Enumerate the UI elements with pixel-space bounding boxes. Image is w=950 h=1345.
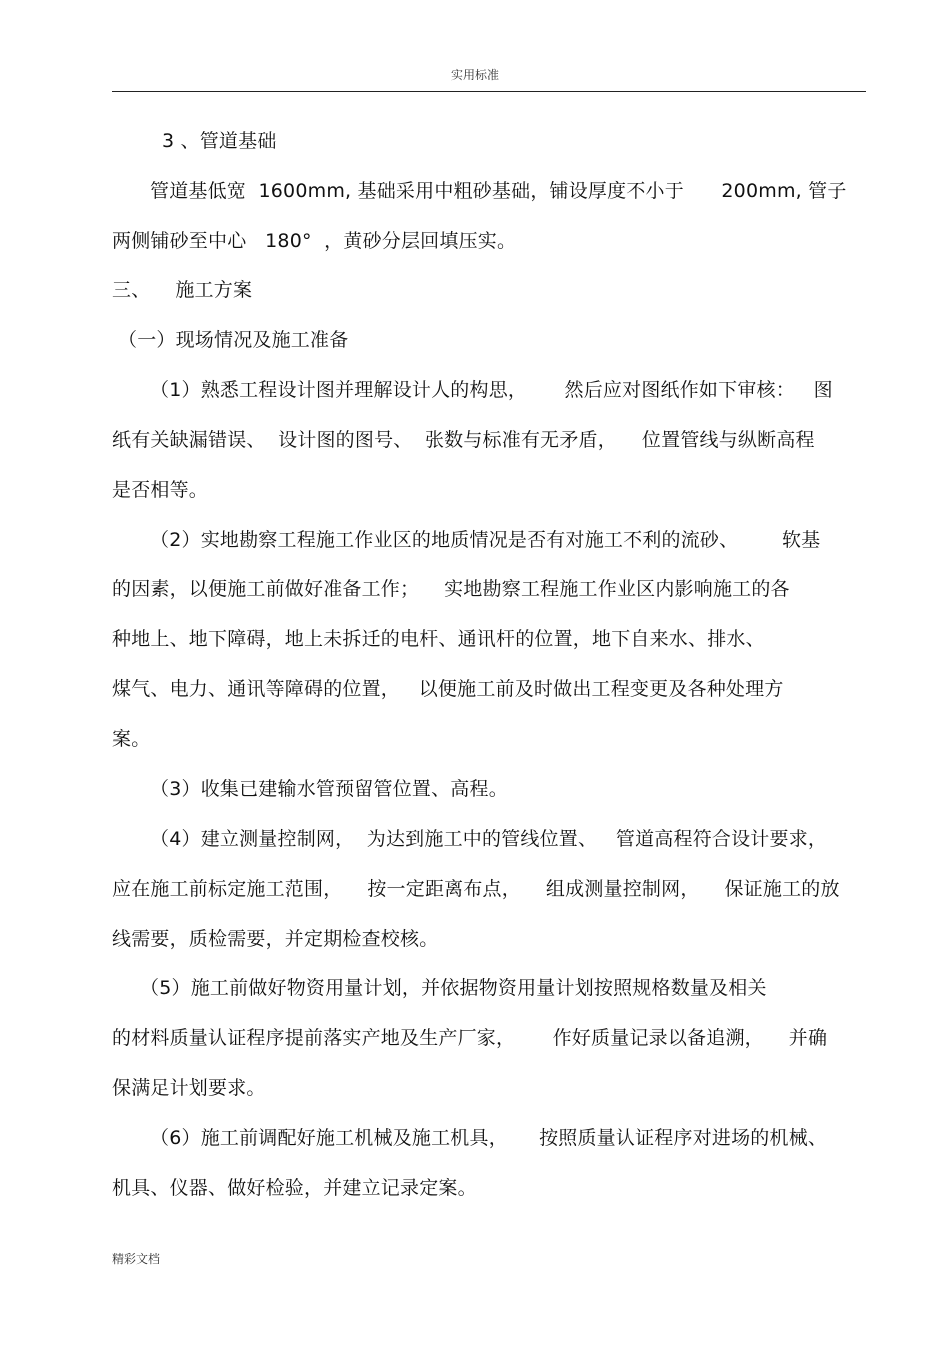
paragraph-line: 是否相等。 xyxy=(112,479,209,501)
page-footer: 精彩文档 xyxy=(112,1252,161,1266)
paragraph-line: （3）收集已建输水管预留管位置、高程。 xyxy=(150,778,508,800)
paragraph-line: （5）施工前做好物资用量计划，并依据物资用量计划按照规格数量及相关 xyxy=(140,977,767,999)
paragraph-line: 的因素，以便施工前做好准备工作； 实地勘察工程施工作业区内影响施工的各 xyxy=(112,578,790,600)
paragraph-line: 保满足计划要求。 xyxy=(112,1077,266,1099)
page-header: 实用标准 xyxy=(450,68,499,82)
paragraph-line: （4）建立测量控制网， 为达到施工中的管线位置、 管道高程符合设计要求， xyxy=(150,828,828,850)
paragraph-line: 种地上、地下障碍，地上未拆迁的电杆、通讯杆的位置，地下自来水、排水、 xyxy=(112,628,765,650)
section-heading-pipe-foundation: 3 、管道基础 xyxy=(162,130,277,152)
paragraph-line: 的材料质量认证程序提前落实产地及生产厂家， 作好质量记录以备追溯， 并确 xyxy=(112,1027,828,1049)
paragraph-line: 两侧铺砂至中心 180° ，黄砂分层回填压实。 xyxy=(112,230,517,252)
header-divider xyxy=(112,91,866,92)
paragraph-line: 案。 xyxy=(112,728,151,750)
paragraph-line: 应在施工前标定施工范围， 按一定距离布点， 组成测量控制网， 保证施工的放 xyxy=(112,878,840,900)
paragraph-line: 机具、仪器、做好检验，并建立记录定案。 xyxy=(112,1177,477,1199)
section-heading-construction-plan: 三、 施工方案 xyxy=(112,279,253,301)
paragraph-line: 煤气、电力、通讯等障碍的位置， 以便施工前及时做出工程变更及各种处理方 xyxy=(112,678,784,700)
paragraph-line: （2）实地勘察工程施工作业区的地质情况是否有对施工不利的流砂、 软基 xyxy=(150,529,821,551)
paragraph-line: 管道基低宽 1600mm, 基础采用中粗砂基础，铺设厚度不小于 200mm, 管子 xyxy=(150,180,847,202)
subsection-heading: （一）现场情况及施工准备 xyxy=(118,329,349,351)
paragraph-line: （1）熟悉工程设计图并理解设计人的构思， 然后应对图纸作如下审核： 图 xyxy=(150,379,833,401)
paragraph-line: 纸有关缺漏错误、 设计图的图号、 张数与标准有无矛盾， 位置管线与纵断高程 xyxy=(112,429,815,451)
paragraph-line: 线需要，质检需要，并定期检查校核。 xyxy=(112,928,439,950)
paragraph-line: （6）施工前调配好施工机械及施工机具， 按照质量认证程序对进场的机械、 xyxy=(150,1127,828,1149)
